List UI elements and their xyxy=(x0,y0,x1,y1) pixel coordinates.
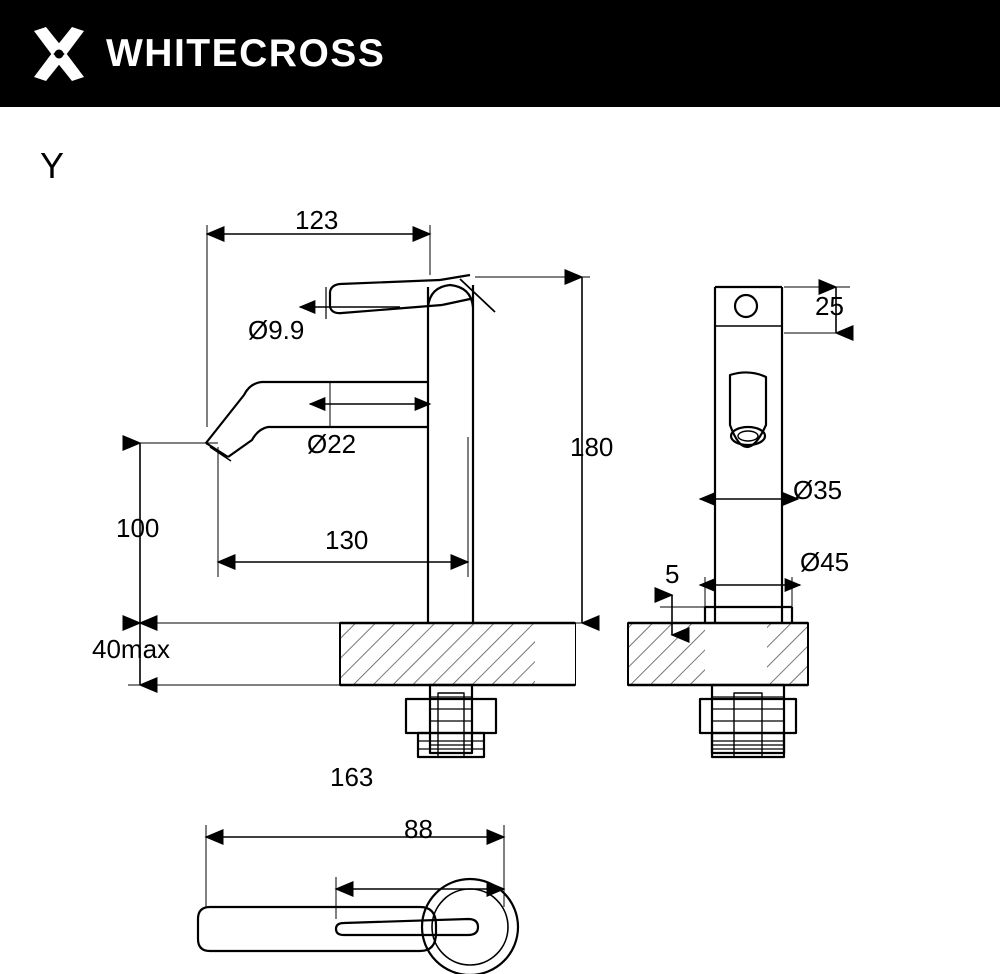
counter-slab-front xyxy=(340,623,575,685)
counter-slab-side xyxy=(628,623,808,685)
dim-front-spout-height: 100 xyxy=(116,513,160,543)
dim-front-counter-thickness: 40max xyxy=(92,634,171,664)
finish-code-label: Y xyxy=(40,145,65,186)
dim-front-lever-diameter: Ø9.9 xyxy=(248,315,305,345)
dim-side-lever-offset: 25 xyxy=(815,291,844,321)
top-view-geometry xyxy=(198,879,518,974)
dim-front-spout-diameter: Ø22 xyxy=(307,429,357,459)
dim-front-spout-center: 130 xyxy=(325,525,369,555)
technical-drawing-sheet xyxy=(0,107,1000,974)
dim-side-base-height: 5 xyxy=(665,559,680,589)
dim-side-base-diameter: Ø45 xyxy=(800,547,850,577)
cross-x-logo-icon xyxy=(28,23,90,85)
dim-side-body-diameter: Ø35 xyxy=(793,475,843,505)
dim-front-body-height: 180 xyxy=(570,432,614,462)
mounting-thread-side xyxy=(700,685,796,757)
dim-top-lever-length: 88 xyxy=(404,814,433,844)
brand-name: WHITECROSS xyxy=(106,31,386,75)
mounting-thread-front xyxy=(406,685,496,757)
header-bar xyxy=(0,0,1000,107)
dim-front-spout-reach-total: 123 xyxy=(295,205,339,235)
dim-top-overall-length: 163 xyxy=(330,762,374,792)
